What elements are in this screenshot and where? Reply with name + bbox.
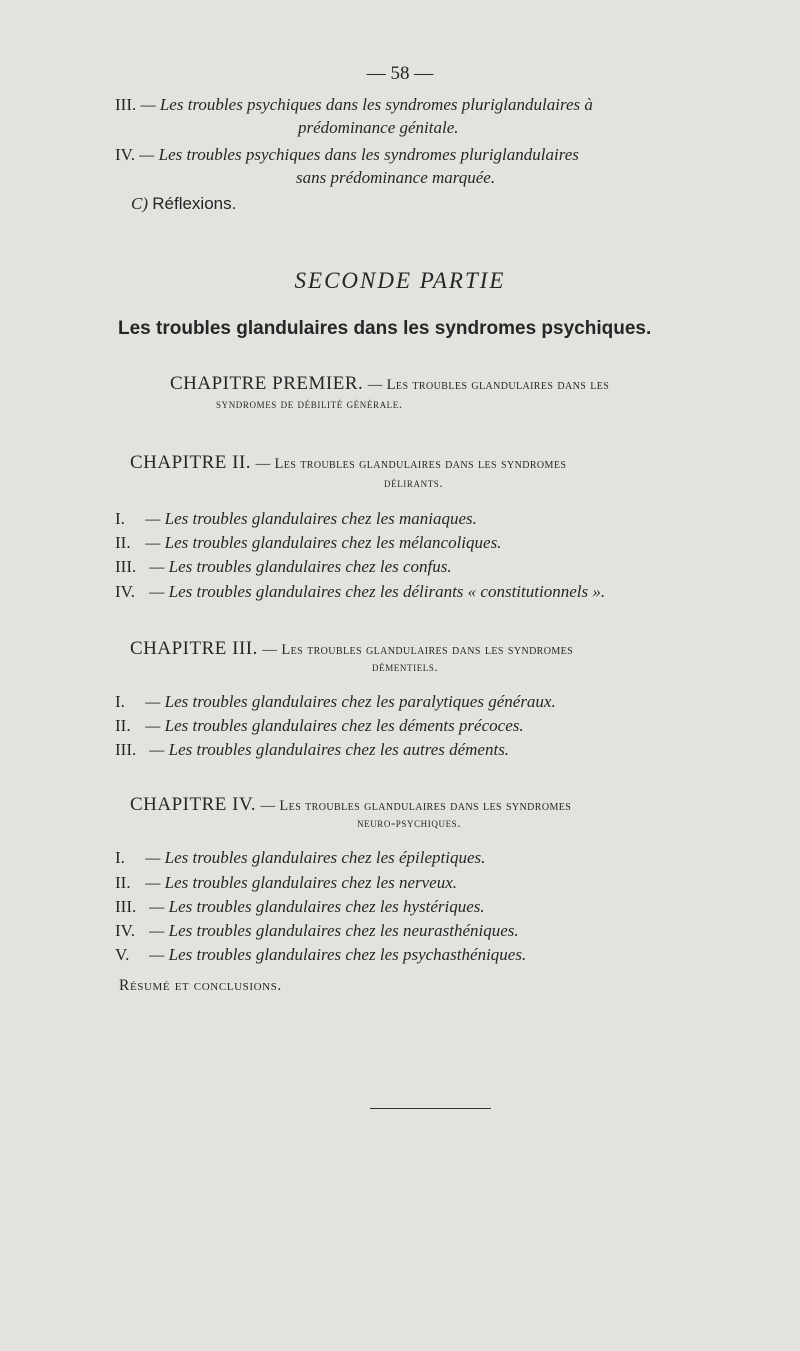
page-number: — 58 —	[366, 63, 434, 84]
entry-number: IV.	[115, 582, 135, 601]
entry-number: III.	[115, 897, 137, 916]
conclusion-heading: Résumé et conclusions.	[119, 977, 282, 994]
toc-entry	[115, 716, 524, 736]
entry-number: I.	[115, 509, 125, 528]
chapter-title: — Les troubles glandulaires dans les syndromes	[255, 456, 567, 472]
entry-number: I.	[115, 692, 125, 711]
part-title: SECONDE PARTIE	[294, 268, 506, 293]
entry-number: III.	[115, 557, 137, 576]
entry-text: — Les troubles glandulaires chez les hystériques.	[149, 897, 485, 916]
entry-number: II.	[115, 716, 131, 735]
toc-entry	[115, 582, 605, 602]
entry-number: IV.	[115, 921, 135, 940]
chapter-title: — Les troubles glandulaires dans les syndromes	[260, 798, 572, 814]
entry-text: — Les troubles glandulaires chez les épileptiques.	[145, 848, 486, 867]
entry-text: — Les troubles glandulaires chez les nerveux.	[145, 873, 458, 892]
entry-text: — Les troubles glandulaires chez les délirants « constitutionnels ».	[149, 582, 606, 601]
entry-text: — Les troubles glandulaires chez les mélancoliques.	[145, 533, 502, 552]
toc-entry	[115, 945, 526, 965]
reflexions-entry	[131, 194, 236, 214]
entry-text: — Les troubles glandulaires chez les neurasthéniques.	[149, 921, 519, 940]
chapter-label: CHAPITRE PREMIER.	[170, 373, 364, 394]
entry-text: — Les troubles glandulaires chez les déments précoces.	[145, 716, 524, 735]
chapter-label: CHAPITRE II.	[130, 452, 252, 473]
reflexions-letter: C)	[131, 194, 148, 213]
toc-entry	[115, 921, 519, 941]
toc-entry	[115, 145, 579, 165]
toc-entry	[115, 740, 509, 760]
entry-number: I.	[115, 848, 125, 867]
entry-text: — Les troubles glandulaires chez les autres déments.	[149, 740, 510, 759]
chapter-label: CHAPITRE IV.	[130, 794, 256, 815]
entry-text-continued: prédominance génitale.	[298, 118, 459, 137]
toc-entry	[115, 533, 501, 553]
entry-number: II.	[115, 873, 131, 892]
chapter-title-continued: syndromes de débilité générale.	[216, 397, 403, 411]
toc-entry	[115, 897, 485, 917]
toc-entry	[115, 95, 593, 115]
chapter-heading	[170, 373, 609, 395]
chapter-heading	[130, 794, 571, 816]
toc-entry	[115, 692, 556, 712]
entry-text: — Les troubles glandulaires chez les confus.	[149, 557, 452, 576]
entry-number: II.	[115, 533, 131, 552]
part-subtitle: Les troubles glandulaires dans les syndromes psychiques.	[118, 318, 652, 339]
entry-text: — Les troubles glandulaires chez les psychasthéniques.	[149, 945, 527, 964]
entry-text: — Les troubles glandulaires chez les paralytiques généraux.	[145, 692, 556, 711]
chapter-title-continued: délirants.	[384, 476, 444, 490]
entry-text-continued: sans prédominance marquée.	[296, 168, 496, 187]
entry-number: III.	[115, 740, 137, 759]
chapter-title: — Les troubles glandulaires dans les syndromes	[262, 642, 574, 658]
reflexions-text: Réflexions.	[152, 194, 237, 213]
entry-number: III.	[115, 95, 137, 114]
chapter-heading	[130, 452, 566, 474]
toc-entry	[115, 848, 485, 868]
toc-entry	[115, 557, 452, 577]
entry-number: IV.	[115, 145, 135, 164]
chapter-label: CHAPITRE III.	[130, 638, 258, 659]
toc-entry	[115, 509, 477, 529]
entry-number: V.	[115, 945, 130, 964]
entry-text: — Les troubles psychiques dans les syndromes pluriglandulaires à	[140, 95, 593, 114]
toc-entry	[115, 873, 457, 893]
chapter-title-continued: neuro-psychiques.	[357, 816, 461, 830]
closing-rule	[370, 1108, 491, 1109]
entry-text: — Les troubles glandulaires chez les maniaques.	[145, 509, 477, 528]
entry-text: — Les troubles psychiques dans les syndromes pluriglandulaires	[139, 145, 579, 164]
chapter-title-continued: démentiels.	[372, 660, 439, 674]
chapter-heading	[130, 638, 573, 660]
chapter-title: — Les troubles glandulaires dans les	[367, 377, 610, 393]
